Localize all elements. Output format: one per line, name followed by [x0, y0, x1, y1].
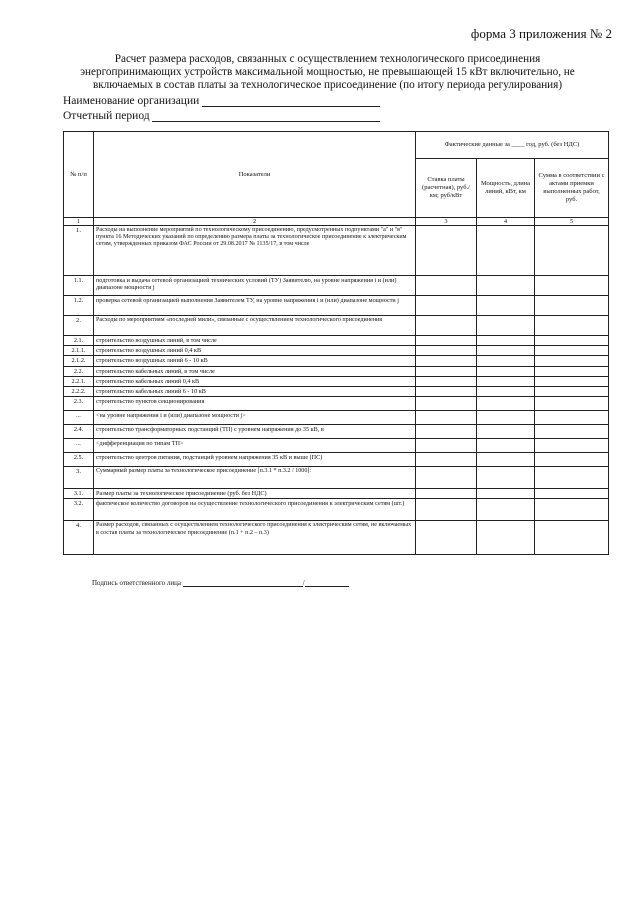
signature-field: Подпись ответственного лица /: [92, 579, 349, 587]
table-row: [64, 453, 609, 467]
capacity-cell[interactable]: [477, 387, 535, 397]
sum-cell[interactable]: [535, 521, 609, 555]
header-row: [64, 132, 609, 159]
capacity-cell[interactable]: [477, 376, 535, 386]
row-indicator: строительство кабельных линий 6 - 10 кВ: [94, 387, 416, 397]
rate-cell[interactable]: [416, 489, 477, 499]
capacity-cell[interactable]: [477, 521, 535, 555]
row-indicator: Размер расходов, связанных с осуществлением технологического присоединения к электрическим сетям, не включаемых в состав платы за технологическое присоединение (п.1 + п.2 – п.3): [94, 521, 416, 555]
organization-blank: [202, 96, 380, 107]
table-row: [64, 489, 609, 499]
period-field: [63, 110, 380, 122]
sum-cell[interactable]: [535, 296, 609, 316]
header-indicator: Показатели: [94, 132, 416, 218]
period-label: Отчетный период: [63, 110, 150, 122]
rate-cell[interactable]: [416, 439, 477, 453]
row-indicator: строительство воздушных линий 0,4 кВ: [94, 346, 416, 356]
row-number: 3.: [64, 467, 94, 489]
rate-cell[interactable]: [416, 425, 477, 439]
capacity-cell[interactable]: [477, 366, 535, 376]
row-indicator: строительство воздушных линий 6 - 10 кВ: [94, 356, 416, 366]
organization-field: [63, 95, 380, 107]
rate-cell[interactable]: [416, 316, 477, 336]
calculation-table: [63, 131, 609, 555]
capacity-cell[interactable]: [477, 316, 535, 336]
sum-cell[interactable]: [535, 439, 609, 453]
header-actual-data: Фактические данные за ____ год, руб. (без НДС): [416, 132, 609, 159]
table-row: [64, 366, 609, 376]
rate-cell[interactable]: [416, 411, 477, 425]
row-indicator: подготовка и выдача сетевой организацией технических условий (ТУ) Заявителю, на уровне напряжения i и (или) диапазоне мощности j: [94, 276, 416, 296]
table-row: [64, 387, 609, 397]
row-indicator: Расходы по мероприятиям «последней мили», связанные с осуществлением технологического присоединения: [94, 316, 416, 336]
sum-cell[interactable]: [535, 425, 609, 439]
capacity-cell[interactable]: [477, 226, 535, 276]
capacity-cell[interactable]: [477, 346, 535, 356]
row-number: 2.1.1.: [64, 346, 94, 356]
header-sum: Сумма в соответствии с актами приемки выполненных работ, руб.: [535, 159, 609, 218]
row-indicator: Суммарный размер платы за технологическое присоединение [п.3.1 * п.3.2 / 1000]:: [94, 467, 416, 489]
table-row: [64, 499, 609, 521]
table-row: [64, 276, 609, 296]
row-indicator: <дифференциация по типам ТП>: [94, 439, 416, 453]
row-indicator: Расходы на выполнение мероприятий по технологическому присоединению, предусмотренных подпунктами "а" и "в" пункта 16 Методических указаний по определению размера платы за технологическое присоединение к электрическим сетям, утвержденных приказом ФАС России от 29.08.2017 № 1135/17, в том числе: [94, 226, 416, 276]
sum-cell[interactable]: [535, 489, 609, 499]
capacity-cell[interactable]: [477, 453, 535, 467]
sum-cell[interactable]: [535, 376, 609, 386]
rate-cell[interactable]: [416, 356, 477, 366]
sum-cell[interactable]: [535, 467, 609, 489]
row-indicator: проверка сетевой организацией выполнения Заявителем ТУ, на уровне напряжения i и (или) диапазоне мощности j: [94, 296, 416, 316]
sum-cell[interactable]: [535, 499, 609, 521]
capacity-cell[interactable]: [477, 336, 535, 346]
row-indicator: строительство кабельных линий, в том числе: [94, 366, 416, 376]
row-number: 4.: [64, 521, 94, 555]
signature-label: Подпись ответственного лица: [92, 579, 182, 587]
row-number: 2.3.: [64, 397, 94, 411]
capacity-cell[interactable]: [477, 499, 535, 521]
rate-cell[interactable]: [416, 296, 477, 316]
rate-cell[interactable]: [416, 499, 477, 521]
row-indicator: строительство воздушных линий, в том числе: [94, 336, 416, 346]
row-indicator: строительство центров питания, подстанций уровнем напряжения 35 кВ и выше (ПС): [94, 453, 416, 467]
row-indicator: <на уровне напряжения i и (или) диапазоне мощности j>: [94, 411, 416, 425]
header-number: № п/п: [64, 132, 94, 218]
header-rate: Ставка платы (расчетная), руб./км; руб/кВт: [416, 159, 477, 218]
table-row: [64, 336, 609, 346]
row-indicator: фактическое количество договоров на осуществление технологического присоединения к электрическим сетям (шт.): [94, 499, 416, 521]
form-number: форма 3 приложения № 2: [470, 26, 612, 41]
row-number: 2.2.: [64, 366, 94, 376]
row-indicator: строительство пунктов секционирования: [94, 397, 416, 411]
row-number: 1.: [64, 226, 94, 276]
row-number: 2.: [64, 316, 94, 336]
rate-cell[interactable]: [416, 453, 477, 467]
signature-name-blank: [305, 579, 349, 587]
rate-cell[interactable]: [416, 387, 477, 397]
rate-cell[interactable]: [416, 336, 477, 346]
table-row: [64, 397, 609, 411]
header-capacity: Мощность, длина линий, кВт, км: [477, 159, 535, 218]
column-number: 5: [535, 218, 609, 226]
title-line: энергопринимающих устройств максимальной мощностью, не превышающей 15 кВт включительно, не: [80, 66, 575, 78]
row-indicator: строительство кабельных линий 0,4 кВ: [94, 376, 416, 386]
rate-cell[interactable]: [416, 397, 477, 411]
capacity-cell[interactable]: [477, 356, 535, 366]
document-title: [55, 53, 600, 92]
table-row: [64, 346, 609, 356]
column-number: 3: [416, 218, 477, 226]
table-row: [64, 356, 609, 366]
sum-cell[interactable]: [535, 226, 609, 276]
row-number: ...: [64, 439, 94, 453]
table-row: [64, 296, 609, 316]
table-row: [64, 467, 609, 489]
table-row: [64, 439, 609, 453]
capacity-cell[interactable]: [477, 411, 535, 425]
column-number: 4: [477, 218, 535, 226]
rate-cell[interactable]: [416, 276, 477, 296]
capacity-cell[interactable]: [477, 489, 535, 499]
row-number: 2.2.2.: [64, 387, 94, 397]
rate-cell[interactable]: [416, 521, 477, 555]
organization-label: Наименование организации: [63, 95, 200, 107]
title-line: включаемых в состав платы за технологическое присоединение (по итогу периода регулирования): [92, 79, 563, 91]
table-row: [64, 425, 609, 439]
row-number: 2.5.: [64, 453, 94, 467]
capacity-cell[interactable]: [477, 425, 535, 439]
capacity-cell[interactable]: [477, 397, 535, 411]
table-row: [64, 226, 609, 276]
table-row: [64, 316, 609, 336]
capacity-cell[interactable]: [477, 439, 535, 453]
sum-cell[interactable]: [535, 346, 609, 356]
column-number: 1: [64, 218, 94, 226]
sum-cell[interactable]: [535, 366, 609, 376]
table-row: [64, 521, 609, 555]
sum-cell[interactable]: [535, 356, 609, 366]
rate-cell[interactable]: [416, 376, 477, 386]
table-row: [64, 411, 609, 425]
capacity-cell[interactable]: [477, 276, 535, 296]
row-number: 3.2.: [64, 499, 94, 521]
rate-cell[interactable]: [416, 366, 477, 376]
capacity-cell[interactable]: [477, 296, 535, 316]
row-number: 2.2.1.: [64, 376, 94, 386]
signature-blank: [183, 579, 303, 587]
column-number: 2: [94, 218, 416, 226]
table-row: [64, 376, 609, 386]
rate-cell[interactable]: [416, 467, 477, 489]
row-indicator: строительство трансформаторных подстанций (ТП) с уровнем напряжения до 35 кВ, в: [94, 425, 416, 439]
sum-cell[interactable]: [535, 453, 609, 467]
sum-cell[interactable]: [535, 316, 609, 336]
sum-cell[interactable]: [535, 276, 609, 296]
sum-cell[interactable]: [535, 387, 609, 397]
row-number: 2.4.: [64, 425, 94, 439]
row-number: 1.1.: [64, 276, 94, 296]
sum-cell[interactable]: [535, 336, 609, 346]
rate-cell[interactable]: [416, 346, 477, 356]
row-indicator: Размер платы за технологическое присоединение (руб. без НДС): [94, 489, 416, 499]
period-blank: [152, 111, 380, 122]
column-number-row: [64, 218, 609, 226]
row-number: 2.1.: [64, 336, 94, 346]
row-number: 2.1.2.: [64, 356, 94, 366]
row-number: 3.1.: [64, 489, 94, 499]
row-number: 1.2.: [64, 296, 94, 316]
title-line: Расчет размера расходов, связанных с осуществлением технологического присоединения: [114, 53, 541, 65]
rate-cell[interactable]: [416, 226, 477, 276]
row-number: ...: [64, 411, 94, 425]
sum-cell[interactable]: [535, 397, 609, 411]
sum-cell[interactable]: [535, 411, 609, 425]
capacity-cell[interactable]: [477, 467, 535, 489]
